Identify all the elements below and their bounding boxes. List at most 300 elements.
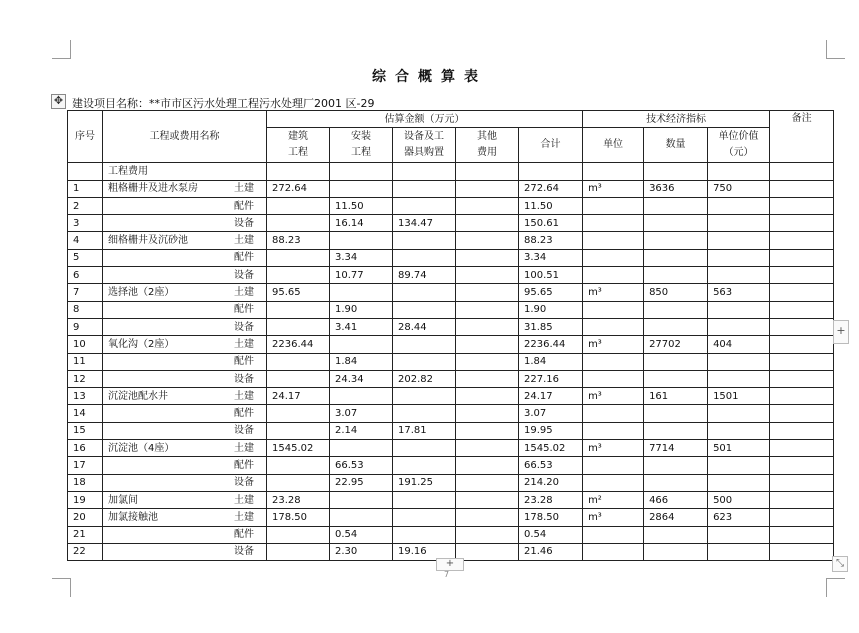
cell-equip[interactable]: 191.25 xyxy=(393,474,456,491)
cell-equip[interactable] xyxy=(393,249,456,266)
cell-price[interactable] xyxy=(708,353,770,370)
item-name-cell[interactable] xyxy=(103,509,267,526)
cell-remark[interactable] xyxy=(770,440,834,457)
table-cell[interactable] xyxy=(456,163,519,180)
cell-price[interactable] xyxy=(708,405,770,422)
cell-building[interactable]: 272.64 xyxy=(267,180,330,197)
cell-equip[interactable] xyxy=(393,526,456,543)
item-name-cell[interactable] xyxy=(103,422,267,439)
cell-total[interactable]: 21.46 xyxy=(519,543,583,560)
cell-other[interactable] xyxy=(456,318,519,335)
cell-equip[interactable] xyxy=(393,232,456,249)
table-row xyxy=(68,336,834,353)
cell-qty[interactable] xyxy=(644,457,708,474)
cell-unit[interactable] xyxy=(583,353,644,370)
cell-total[interactable]: 150.61 xyxy=(519,215,583,232)
table-cell[interactable] xyxy=(393,163,456,180)
cell-qty[interactable] xyxy=(644,232,708,249)
cell-price[interactable]: 500 xyxy=(708,491,770,508)
cell-seq[interactable]: 18 xyxy=(68,474,103,491)
item-name-cell[interactable] xyxy=(103,336,267,353)
item-subtype: 土建 xyxy=(234,442,254,454)
cell-other[interactable] xyxy=(456,370,519,387)
cell-total[interactable]: 178.50 xyxy=(519,509,583,526)
cell-unit[interactable]: m² xyxy=(583,491,644,508)
cell-total[interactable]: 1.84 xyxy=(519,353,583,370)
cell-install[interactable] xyxy=(330,180,393,197)
cell-qty[interactable] xyxy=(644,215,708,232)
item-subtype: 土建 xyxy=(234,511,254,523)
move-cross-icon[interactable]: ✥ xyxy=(51,94,66,109)
add-column-plus-icon[interactable]: + xyxy=(833,320,849,344)
cell-install[interactable] xyxy=(330,336,393,353)
cell-seq[interactable]: 17 xyxy=(68,457,103,474)
item-name-cell[interactable] xyxy=(103,388,267,405)
header-building[interactable]: 建筑 工程 xyxy=(267,128,330,163)
cell-price[interactable] xyxy=(708,543,770,560)
cell-remark[interactable] xyxy=(770,526,834,543)
cell-price[interactable] xyxy=(708,249,770,266)
cell-price[interactable] xyxy=(708,474,770,491)
item-subtype: 配件 xyxy=(234,408,254,420)
cell-price[interactable]: 1501 xyxy=(708,388,770,405)
item-name-cell[interactable] xyxy=(103,301,267,318)
cell-equip[interactable] xyxy=(393,440,456,457)
cell-equip[interactable]: 28.44 xyxy=(393,318,456,335)
cell-building[interactable] xyxy=(267,353,330,370)
cell-unit[interactable]: m³ xyxy=(583,388,644,405)
header-remark[interactable]: 备注 xyxy=(770,111,834,163)
cell-equip[interactable] xyxy=(393,388,456,405)
item-subtype: 设备 xyxy=(234,321,254,333)
cell-unit[interactable] xyxy=(583,318,644,335)
cell-equip[interactable] xyxy=(393,457,456,474)
cell-seq[interactable]: 21 xyxy=(68,526,103,543)
item-subtype: 配件 xyxy=(234,356,254,368)
item-name-cell[interactable] xyxy=(103,457,267,474)
cell-install[interactable]: 1.90 xyxy=(330,301,393,318)
cell-total[interactable]: 19.95 xyxy=(519,422,583,439)
cell-install[interactable] xyxy=(330,509,393,526)
cell-total[interactable]: 3.34 xyxy=(519,249,583,266)
cell-total[interactable]: 100.51 xyxy=(519,267,583,284)
cell-seq[interactable]: 3 xyxy=(68,215,103,232)
table-cell[interactable] xyxy=(330,163,393,180)
cell-total[interactable]: 23.28 xyxy=(519,491,583,508)
cell-equip[interactable] xyxy=(393,301,456,318)
cell-building[interactable]: 24.17 xyxy=(267,388,330,405)
table-row xyxy=(68,422,834,439)
cell-install[interactable]: 3.34 xyxy=(330,249,393,266)
item-subtype: 设备 xyxy=(234,269,254,281)
cell-remark[interactable] xyxy=(770,457,834,474)
item-name-cell[interactable] xyxy=(103,249,267,266)
header-seq[interactable]: 序号 xyxy=(68,111,103,163)
item-subtype: 配件 xyxy=(234,459,254,471)
cell-equip[interactable]: 202.82 xyxy=(393,370,456,387)
item-subtype: 设备 xyxy=(234,477,254,489)
cell-price[interactable] xyxy=(708,197,770,214)
cell-other[interactable] xyxy=(456,197,519,214)
cell-building[interactable] xyxy=(267,405,330,422)
cell-price[interactable] xyxy=(708,267,770,284)
table-row xyxy=(68,370,834,387)
cell-qty[interactable] xyxy=(644,249,708,266)
cell-other[interactable] xyxy=(456,457,519,474)
cell-building[interactable] xyxy=(267,249,330,266)
cell-seq[interactable]: 10 xyxy=(68,336,103,353)
cell-equip[interactable] xyxy=(393,284,456,301)
item-name-cell[interactable] xyxy=(103,180,267,197)
cell-total[interactable]: 1545.02 xyxy=(519,440,583,457)
cell-building[interactable] xyxy=(267,301,330,318)
cell-total[interactable]: 1.90 xyxy=(519,301,583,318)
cell-qty[interactable] xyxy=(644,405,708,422)
cell-remark[interactable] xyxy=(770,509,834,526)
cell-qty[interactable] xyxy=(644,474,708,491)
cell-other[interactable] xyxy=(456,267,519,284)
cell-unit[interactable] xyxy=(583,232,644,249)
cell-qty[interactable]: 161 xyxy=(644,388,708,405)
cell-building[interactable] xyxy=(267,215,330,232)
cell-other[interactable] xyxy=(456,232,519,249)
cell-install[interactable] xyxy=(330,388,393,405)
cell-unit[interactable]: m³ xyxy=(583,180,644,197)
cell-remark[interactable] xyxy=(770,284,834,301)
cell-seq[interactable]: 4 xyxy=(68,232,103,249)
cell-unit[interactable]: m³ xyxy=(583,336,644,353)
cell-unit[interactable] xyxy=(583,301,644,318)
cell-seq[interactable]: 13 xyxy=(68,388,103,405)
cell-install[interactable]: 3.41 xyxy=(330,318,393,335)
cell-unit[interactable]: m³ xyxy=(583,509,644,526)
cell-seq[interactable]: 9 xyxy=(68,318,103,335)
cell-other[interactable] xyxy=(456,543,519,560)
cell-install[interactable] xyxy=(330,491,393,508)
cell-seq[interactable]: 2 xyxy=(68,197,103,214)
cell-install[interactable]: 11.50 xyxy=(330,197,393,214)
item-name-cell[interactable] xyxy=(103,197,267,214)
table-cell[interactable] xyxy=(708,163,770,180)
item-name-cell[interactable] xyxy=(103,474,267,491)
document-title: 综合概算表 xyxy=(372,69,487,85)
cell-qty[interactable]: 27702 xyxy=(644,336,708,353)
cell-building[interactable]: 178.50 xyxy=(267,509,330,526)
cell-remark[interactable] xyxy=(770,370,834,387)
header-install[interactable]: 安装 工程 xyxy=(330,128,393,163)
cell-equip[interactable] xyxy=(393,336,456,353)
cell-qty[interactable]: 2864 xyxy=(644,509,708,526)
table-cell[interactable] xyxy=(68,163,103,180)
item-name-cell[interactable] xyxy=(103,370,267,387)
cell-remark[interactable] xyxy=(770,388,834,405)
cell-unit[interactable] xyxy=(583,422,644,439)
cell-other[interactable] xyxy=(456,440,519,457)
cell-qty[interactable] xyxy=(644,370,708,387)
cell-price[interactable] xyxy=(708,457,770,474)
table-cell[interactable] xyxy=(519,163,583,180)
cell-remark[interactable] xyxy=(770,353,834,370)
cell-qty[interactable] xyxy=(644,422,708,439)
section-title[interactable]: 工程费用 xyxy=(103,163,267,180)
cell-other[interactable] xyxy=(456,405,519,422)
cell-equip[interactable] xyxy=(393,180,456,197)
cell-seq[interactable]: 1 xyxy=(68,180,103,197)
cell-price[interactable]: 623 xyxy=(708,509,770,526)
cell-other[interactable] xyxy=(456,301,519,318)
cell-qty[interactable] xyxy=(644,353,708,370)
cell-remark[interactable] xyxy=(770,301,834,318)
cell-seq[interactable]: 7 xyxy=(68,284,103,301)
cell-building[interactable]: 2236.44 xyxy=(267,336,330,353)
cell-price[interactable] xyxy=(708,526,770,543)
cell-building[interactable] xyxy=(267,318,330,335)
cell-total[interactable]: 214.20 xyxy=(519,474,583,491)
cell-install[interactable]: 1.84 xyxy=(330,353,393,370)
estimate-table xyxy=(67,110,834,561)
cell-total[interactable]: 88.23 xyxy=(519,232,583,249)
cell-other[interactable] xyxy=(456,509,519,526)
cell-other[interactable] xyxy=(456,336,519,353)
cell-install[interactable] xyxy=(330,232,393,249)
item-name-cell[interactable] xyxy=(103,543,267,560)
cell-building[interactable]: 95.65 xyxy=(267,284,330,301)
cell-building[interactable]: 88.23 xyxy=(267,232,330,249)
cell-qty[interactable] xyxy=(644,543,708,560)
header-total[interactable]: 合计 xyxy=(519,128,583,163)
cell-unit[interactable] xyxy=(583,370,644,387)
cell-price[interactable] xyxy=(708,301,770,318)
table-cell[interactable] xyxy=(583,163,644,180)
item-subtype: 土建 xyxy=(234,183,254,195)
cell-total[interactable]: 95.65 xyxy=(519,284,583,301)
cell-unit[interactable] xyxy=(583,543,644,560)
cell-price[interactable] xyxy=(708,370,770,387)
item-name-cell[interactable] xyxy=(103,284,267,301)
header-equipment[interactable]: 设备及工 器具购置 xyxy=(393,128,456,163)
cell-unit[interactable] xyxy=(583,405,644,422)
cell-remark[interactable] xyxy=(770,197,834,214)
cell-install[interactable]: 66.53 xyxy=(330,457,393,474)
cell-price[interactable] xyxy=(708,232,770,249)
cell-seq[interactable]: 5 xyxy=(68,249,103,266)
item-name-cell[interactable] xyxy=(103,267,267,284)
cell-qty[interactable]: 3636 xyxy=(644,180,708,197)
cell-other[interactable] xyxy=(456,215,519,232)
cell-remark[interactable] xyxy=(770,267,834,284)
cell-qty[interactable] xyxy=(644,318,708,335)
cell-remark[interactable] xyxy=(770,249,834,266)
item-subtype: 设备 xyxy=(234,373,254,385)
cell-building[interactable] xyxy=(267,526,330,543)
cell-equip[interactable]: 19.16 xyxy=(393,543,456,560)
cell-other[interactable] xyxy=(456,284,519,301)
cell-price[interactable]: 563 xyxy=(708,284,770,301)
item-subtype: 土建 xyxy=(234,235,254,247)
cell-seq[interactable]: 20 xyxy=(68,509,103,526)
cell-building[interactable] xyxy=(267,370,330,387)
cell-unit[interactable] xyxy=(583,474,644,491)
cell-total[interactable]: 31.85 xyxy=(519,318,583,335)
header-tech-group[interactable]: 技术经济指标 xyxy=(583,111,770,128)
cell-seq[interactable]: 14 xyxy=(68,405,103,422)
cell-total[interactable]: 11.50 xyxy=(519,197,583,214)
cell-total[interactable]: 2236.44 xyxy=(519,336,583,353)
cell-seq[interactable]: 8 xyxy=(68,301,103,318)
cell-install[interactable] xyxy=(330,284,393,301)
cell-qty[interactable]: 466 xyxy=(644,491,708,508)
cell-other[interactable] xyxy=(456,491,519,508)
page-corner-mark xyxy=(826,40,845,59)
cell-seq[interactable]: 12 xyxy=(68,370,103,387)
cell-other[interactable] xyxy=(456,388,519,405)
item-name: 细格栅井及沉砂池 xyxy=(108,235,188,247)
cell-price[interactable]: 750 xyxy=(708,180,770,197)
cell-price[interactable] xyxy=(708,318,770,335)
cell-remark[interactable] xyxy=(770,232,834,249)
header-other[interactable]: 其他 费用 xyxy=(456,128,519,163)
cell-building[interactable]: 23.28 xyxy=(267,491,330,508)
item-name-cell[interactable] xyxy=(103,440,267,457)
cell-seq[interactable]: 19 xyxy=(68,491,103,508)
cell-seq[interactable]: 16 xyxy=(68,440,103,457)
header-unit[interactable]: 单位 xyxy=(583,128,644,163)
cell-remark[interactable] xyxy=(770,474,834,491)
table-row xyxy=(68,474,834,491)
cell-building[interactable] xyxy=(267,474,330,491)
header-unit-price[interactable]: 单位价值 （元） xyxy=(708,128,770,163)
cell-qty[interactable]: 7714 xyxy=(644,440,708,457)
table-row xyxy=(68,180,834,197)
cell-remark[interactable] xyxy=(770,180,834,197)
cell-seq[interactable]: 22 xyxy=(68,543,103,560)
cell-qty[interactable] xyxy=(644,197,708,214)
header-item-name[interactable]: 工程或费用名称 xyxy=(103,111,267,163)
item-name-cell[interactable] xyxy=(103,232,267,249)
cell-total[interactable]: 0.54 xyxy=(519,526,583,543)
cell-unit[interactable] xyxy=(583,197,644,214)
cell-install[interactable]: 10.77 xyxy=(330,267,393,284)
cell-building[interactable] xyxy=(267,422,330,439)
cell-building[interactable] xyxy=(267,457,330,474)
cell-remark[interactable] xyxy=(770,543,834,560)
cell-building[interactable]: 1545.02 xyxy=(267,440,330,457)
cell-remark[interactable] xyxy=(770,422,834,439)
cell-other[interactable] xyxy=(456,249,519,266)
cell-unit[interactable] xyxy=(583,215,644,232)
item-name-cell[interactable] xyxy=(103,215,267,232)
item-subtype: 设备 xyxy=(234,546,254,558)
cell-remark[interactable] xyxy=(770,336,834,353)
table-cell[interactable] xyxy=(267,163,330,180)
cell-unit[interactable] xyxy=(583,267,644,284)
cell-equip[interactable] xyxy=(393,353,456,370)
cell-total[interactable]: 3.07 xyxy=(519,405,583,422)
cell-equip[interactable] xyxy=(393,491,456,508)
cell-other[interactable] xyxy=(456,180,519,197)
cell-seq[interactable]: 11 xyxy=(68,353,103,370)
cell-seq[interactable]: 15 xyxy=(68,422,103,439)
cell-building[interactable] xyxy=(267,543,330,560)
cell-install[interactable]: 2.14 xyxy=(330,422,393,439)
cell-unit[interactable] xyxy=(583,526,644,543)
item-name-cell[interactable] xyxy=(103,491,267,508)
cell-unit[interactable]: m³ xyxy=(583,440,644,457)
cell-unit[interactable] xyxy=(583,457,644,474)
section-row xyxy=(68,163,834,180)
cell-total[interactable]: 66.53 xyxy=(519,457,583,474)
item-name-cell[interactable] xyxy=(103,353,267,370)
cell-price[interactable]: 404 xyxy=(708,336,770,353)
cell-equip[interactable] xyxy=(393,197,456,214)
cell-equip[interactable] xyxy=(393,405,456,422)
project-name: **市市区污水处理工程污水处理厂2001 区-29 xyxy=(149,97,375,110)
table-row xyxy=(68,301,834,318)
cell-other[interactable] xyxy=(456,422,519,439)
cell-unit[interactable] xyxy=(583,249,644,266)
item-name: 粗格栅井及进水泵房 xyxy=(108,183,198,195)
header-quantity[interactable]: 数量 xyxy=(644,128,708,163)
cell-total[interactable]: 227.16 xyxy=(519,370,583,387)
cell-qty[interactable] xyxy=(644,526,708,543)
cell-install[interactable]: 24.34 xyxy=(330,370,393,387)
cell-other[interactable] xyxy=(456,474,519,491)
cell-equip[interactable]: 89.74 xyxy=(393,267,456,284)
item-name-cell[interactable] xyxy=(103,526,267,543)
cell-equip[interactable]: 134.47 xyxy=(393,215,456,232)
table-cell[interactable] xyxy=(770,163,834,180)
cell-install[interactable]: 22.95 xyxy=(330,474,393,491)
cell-qty[interactable] xyxy=(644,301,708,318)
cell-price[interactable] xyxy=(708,215,770,232)
cell-qty[interactable] xyxy=(644,267,708,284)
cell-remark[interactable] xyxy=(770,405,834,422)
cell-qty[interactable]: 850 xyxy=(644,284,708,301)
cell-other[interactable] xyxy=(456,526,519,543)
table-row xyxy=(68,405,834,422)
cell-total[interactable]: 24.17 xyxy=(519,388,583,405)
cell-price[interactable] xyxy=(708,422,770,439)
header-estimate-group[interactable]: 估算金额（万元） xyxy=(267,111,583,128)
table-row xyxy=(68,509,834,526)
cell-install[interactable]: 0.54 xyxy=(330,526,393,543)
table-row xyxy=(68,491,834,508)
table-cell[interactable] xyxy=(644,163,708,180)
cell-install[interactable] xyxy=(330,440,393,457)
cell-building[interactable] xyxy=(267,267,330,284)
cell-remark[interactable] xyxy=(770,215,834,232)
cell-seq[interactable]: 6 xyxy=(68,267,103,284)
cell-unit[interactable]: m³ xyxy=(583,284,644,301)
cell-other[interactable] xyxy=(456,353,519,370)
item-name: 加氯间 xyxy=(108,494,138,506)
cell-install[interactable]: 3.07 xyxy=(330,405,393,422)
cell-equip[interactable] xyxy=(393,509,456,526)
cell-building[interactable] xyxy=(267,197,330,214)
cell-total[interactable]: 272.64 xyxy=(519,180,583,197)
cell-price[interactable]: 501 xyxy=(708,440,770,457)
cell-remark[interactable] xyxy=(770,491,834,508)
cell-remark[interactable] xyxy=(770,318,834,335)
item-name-cell[interactable] xyxy=(103,405,267,422)
item-name-cell[interactable] xyxy=(103,318,267,335)
resize-diagonal-icon[interactable]: ⤡ xyxy=(832,556,848,572)
cell-install[interactable]: 16.14 xyxy=(330,215,393,232)
add-row-plus-icon[interactable]: + xyxy=(436,558,464,571)
page-number: 7 xyxy=(444,570,450,579)
cell-equip[interactable]: 17.81 xyxy=(393,422,456,439)
cell-install[interactable]: 2.30 xyxy=(330,543,393,560)
